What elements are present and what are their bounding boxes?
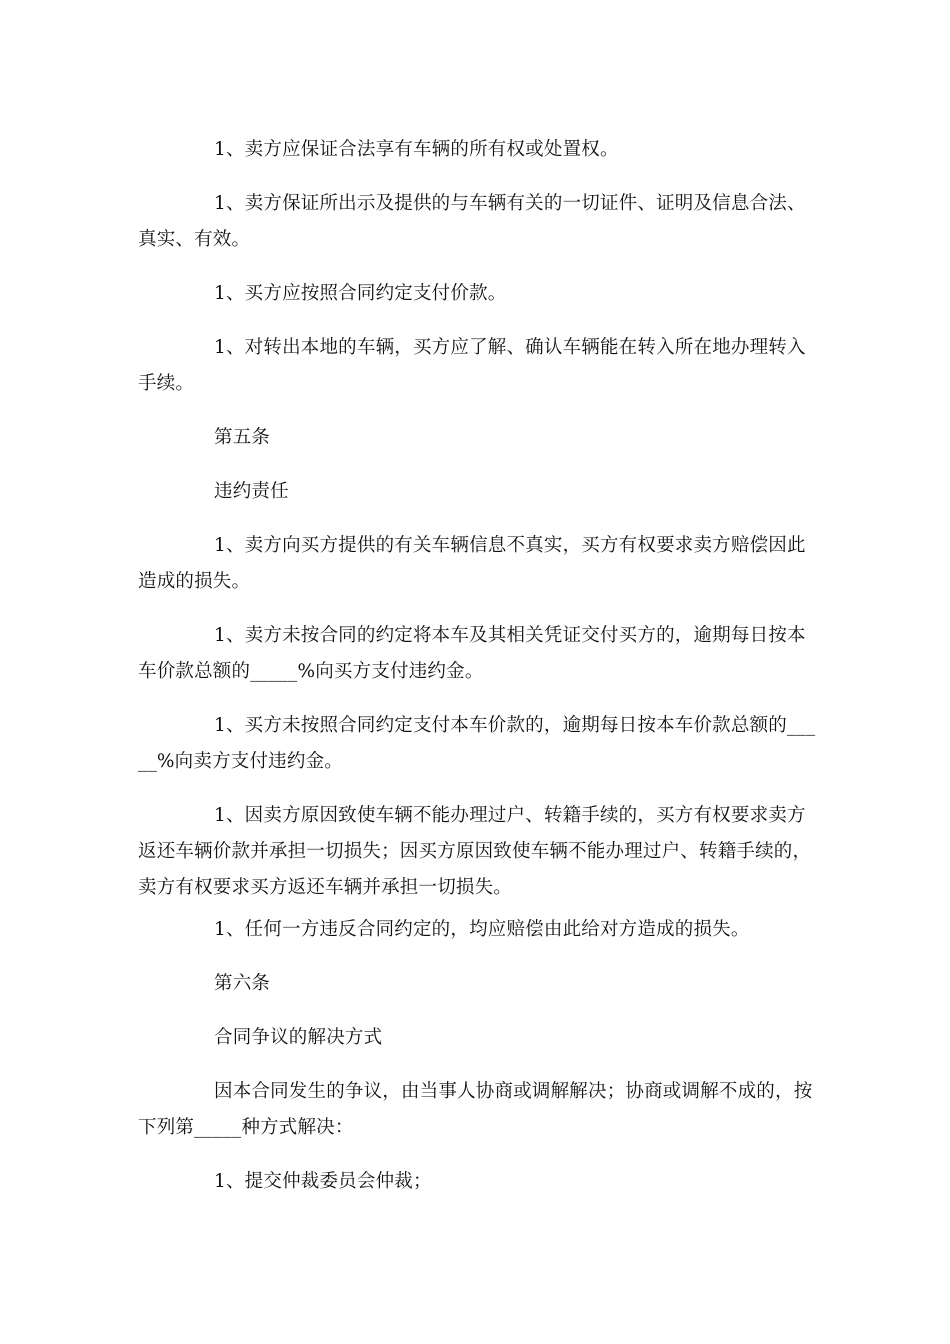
paragraph-arbitration-option: 1、提交仲裁委员会仲裁；: [214, 1171, 432, 1192]
paragraph-buyer-payment: 1、买方应按照合同约定支付价款。: [214, 283, 507, 304]
paragraph-transfer-out: 1、对转出本地的车辆，买方应了解、确认车辆能在转入所在地办理转入手续。: [138, 337, 806, 394]
paragraph-transfer-failure: 1、因卖方原因致使车辆不能办理过户、转籍手续的，买方有权要求卖方返还车辆价款并承担一切损失；因买方原因致使车辆不能办理过户、转籍手续的，卖方有权要求买方返还车辆并承担一切损失。: [138, 805, 812, 898]
paragraph-seller-delay: 1、卖方未按合同的约定将本车及其相关凭证交付买方的，逾期每日按本车价款总额的_____%向买方支付违约金。: [138, 625, 806, 682]
article-five-title: 违约责任: [214, 481, 289, 502]
paragraph-seller-documents: 1、卖方保证所出示及提供的与车辆有关的一切证件、证明及信息合法、真实、有效。: [138, 193, 806, 250]
paragraph-dispute-resolution: 因本合同发生的争议，由当事人协商或调解解决；协商或调解不成的，按下列第_____种方式解决：: [138, 1081, 813, 1138]
paragraph-seller-ownership: 1、卖方应保证合法享有车辆的所有权或处置权。: [214, 139, 619, 160]
article-six-title: 合同争议的解决方式: [214, 1027, 383, 1048]
paragraph-buyer-delay: 1、买方未按照合同约定支付本车价款的，逾期每日按本车价款总额的_____%向卖方支付违约金。: [138, 715, 816, 772]
article-five-heading: 第五条: [214, 427, 271, 448]
paragraph-breach-compensation: 1、任何一方违反合同约定的，均应赔偿由此给对方造成的损失。: [214, 919, 750, 940]
article-six-heading: 第六条: [214, 973, 271, 994]
paragraph-false-info: 1、卖方向买方提供的有关车辆信息不真实，买方有权要求卖方赔偿因此造成的损失。: [138, 535, 806, 592]
